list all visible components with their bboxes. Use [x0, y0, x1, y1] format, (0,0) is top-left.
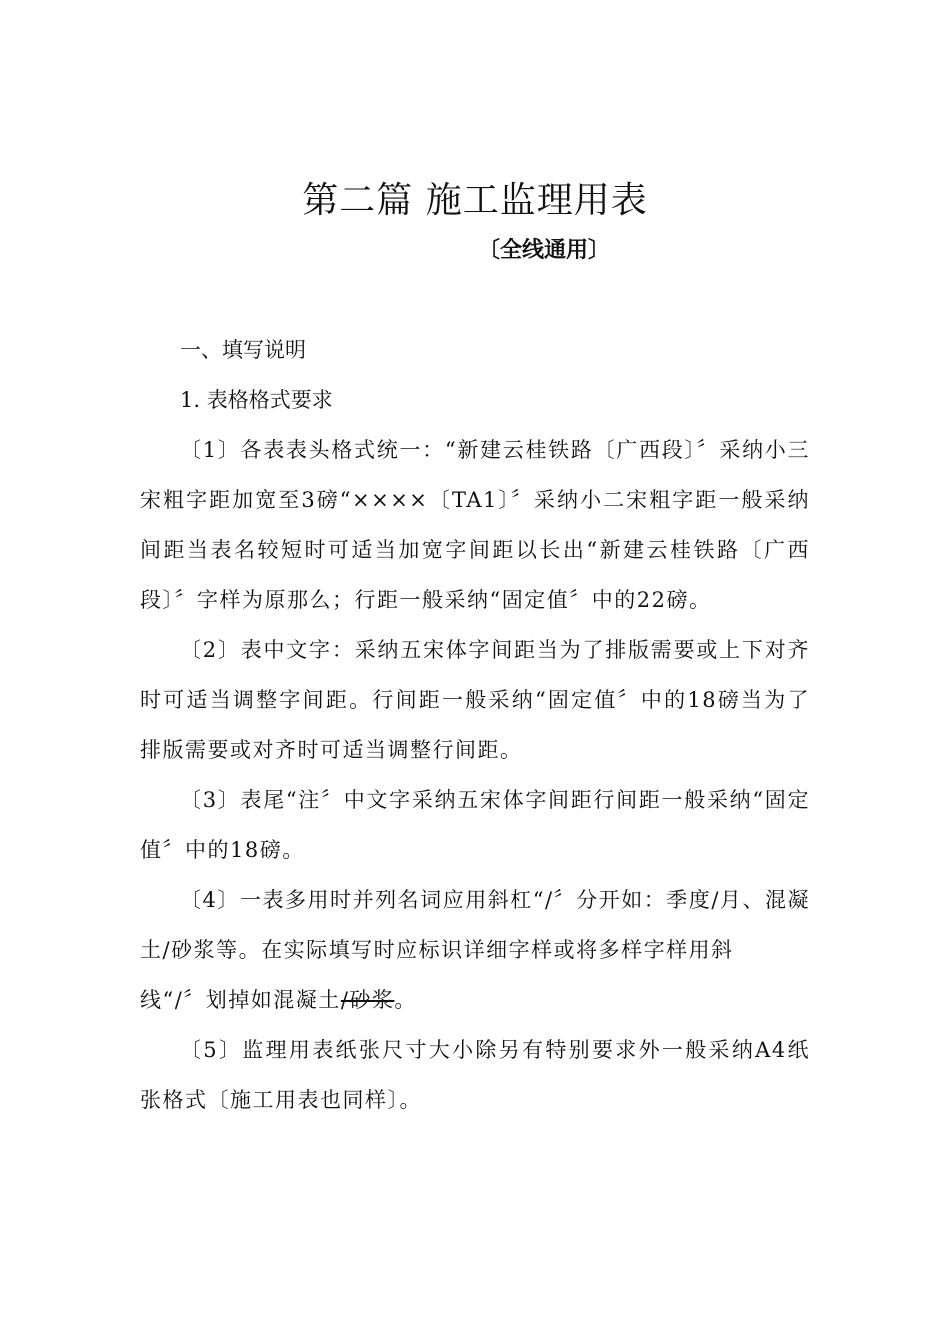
paragraph-5: 〔5〕监理用表纸张尺寸大小除另有特别要求外一般采纳A4纸张格式〔施工用表也同样〕。: [140, 1038, 810, 1112]
paragraph-1: 〔1〕各表表头格式统一：“新建云桂铁路〔广西段〕〞采纳小三宋粗字距加宽至3磅“××××〔TA1〕〞采纳小二宋粗字距一般采纳间距当表名较短时可适当加宽字间距以长出“新建云桂铁路〔广西段〕〞字样为原那么；行距一般采纳“固定值〞中的22磅。: [140, 438, 810, 612]
sub-heading: 1. 表格格式要求: [180, 388, 333, 412]
paragraph-4-last-line: [140, 975, 810, 1025]
section-heading: 一、填写说明: [180, 338, 306, 362]
paragraph-2: 〔2〕表中文字：采纳五宋体字间距当为了排版需要或上下对齐时可适当调整字间距。行间距一般采纳“固定值〞中的18磅当为了排版需要或对齐时可适当调整行间距。: [140, 638, 810, 762]
struck-text: /砂浆: [340, 988, 395, 1012]
page-subtitle: 〔全线通用〕: [478, 238, 611, 263]
page-title: 第二篇 施工监理用表: [302, 180, 648, 221]
paragraph-4: [140, 875, 810, 1025]
paragraph-4-suffix: 。: [394, 988, 417, 1012]
paragraph-3: 〔3〕表尾“注〞中文字采纳五宋体字间距行间距一般采纳“固定值〞中的18磅。: [140, 788, 810, 862]
paragraph-4-text: 〔4〕一表多用时并列名词应用斜杠“/〞分开如：季度/月、混凝土/砂浆等。在实际填写时应标识详细字样或将多样字样用斜: [140, 888, 810, 962]
paragraph-4-prefix: 线“/〞划掉如混凝土: [140, 988, 341, 1012]
